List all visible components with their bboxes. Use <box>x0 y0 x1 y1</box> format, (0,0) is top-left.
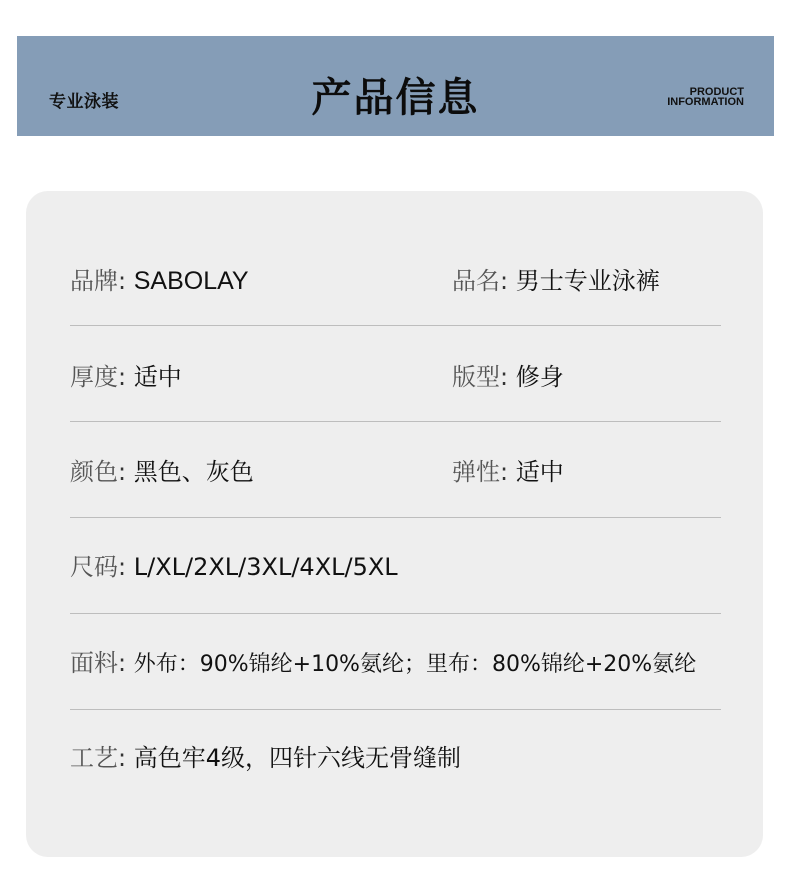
field-thickness-value: 适中 <box>133 363 182 391</box>
product-info-card <box>26 191 763 857</box>
field-name <box>452 266 660 296</box>
field-size <box>70 552 398 582</box>
info-row-1 <box>70 266 721 296</box>
field-fit-colon: : <box>500 363 509 391</box>
field-fabric-colon: : <box>118 649 127 677</box>
row-divider <box>70 421 721 422</box>
field-elasticity-value: 适中 <box>515 458 564 486</box>
field-fit <box>452 362 564 392</box>
field-fabric <box>70 648 696 680</box>
field-craft-label: 工艺 <box>70 744 118 772</box>
field-fit-value: 修身 <box>515 363 564 391</box>
field-fabric-label: 面料 <box>70 649 118 677</box>
row-divider <box>70 709 721 710</box>
row-divider <box>70 325 721 326</box>
banner-english-line-1: PRODUCT <box>689 86 744 98</box>
header-banner <box>17 36 774 136</box>
field-brand-label: 品牌 <box>70 267 118 295</box>
field-size-label: 尺码 <box>70 553 118 581</box>
row-divider <box>70 517 721 518</box>
field-name-colon: : <box>500 267 509 295</box>
field-fit-label: 版型 <box>452 363 500 391</box>
field-brand <box>70 266 249 296</box>
field-name-label: 品名 <box>452 267 500 295</box>
row-divider <box>70 613 721 614</box>
info-row-5 <box>70 648 721 678</box>
field-color-label: 颜色 <box>70 458 118 486</box>
field-elasticity-colon: : <box>500 458 509 486</box>
field-elasticity <box>452 457 564 487</box>
info-row-3 <box>70 457 721 487</box>
field-craft-value: 高色牢4级，四针六线无骨缝制 <box>133 744 462 772</box>
field-name-value: 男士专业泳裤 <box>515 267 660 295</box>
field-thickness <box>70 362 182 392</box>
field-elasticity-label: 弹性 <box>452 458 500 486</box>
page-title: 产品信息 <box>311 75 480 121</box>
info-row-6 <box>70 743 721 773</box>
field-color-value: 黑色、灰色 <box>133 458 254 486</box>
field-size-colon: : <box>118 553 127 581</box>
banner-english-line-2: INFORMATION <box>667 96 744 108</box>
field-thickness-colon: : <box>118 363 127 391</box>
field-color-colon: : <box>118 458 127 486</box>
field-color <box>70 457 254 487</box>
banner-english-title <box>667 87 744 107</box>
field-thickness-label: 厚度 <box>70 363 118 391</box>
info-row-4 <box>70 552 721 582</box>
banner-tagline: 专业泳装 <box>49 92 119 112</box>
field-fabric-value: 外布：90%锦纶+10%氨纶；里布：80%锦纶+20%氨纶 <box>133 652 697 677</box>
field-craft-colon: : <box>118 744 127 772</box>
info-row-2 <box>70 362 721 392</box>
field-brand-colon: : <box>118 267 127 295</box>
field-size-value: L/XL/2XL/3XL/4XL/5XL <box>133 553 398 581</box>
field-craft <box>70 743 461 773</box>
field-brand-value: SABOLAY <box>133 267 249 295</box>
